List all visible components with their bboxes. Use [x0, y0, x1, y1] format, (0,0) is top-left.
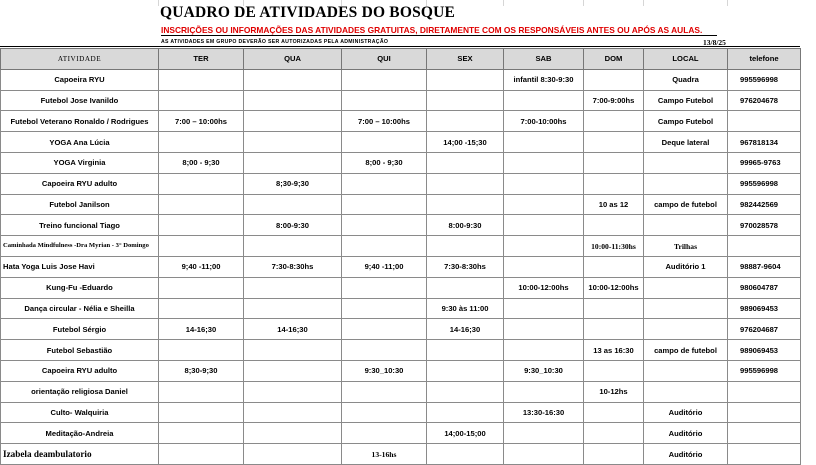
cell-qua[interactable]: 8;30-9;30 — [244, 173, 342, 194]
cell-qua[interactable] — [244, 69, 342, 90]
cell-sex[interactable] — [427, 152, 504, 173]
table-row — [1, 215, 801, 236]
cell-sex[interactable] — [427, 277, 504, 298]
cell-sex[interactable]: 14;00 -15;30 — [427, 132, 504, 153]
cell-dom[interactable] — [584, 256, 644, 277]
cell-local[interactable] — [644, 173, 728, 194]
cell-qua[interactable] — [244, 111, 342, 132]
info-underline — [161, 35, 717, 36]
cell-telefone[interactable] — [728, 402, 801, 423]
cell-qua[interactable] — [244, 152, 342, 173]
cell-sab[interactable] — [504, 256, 584, 277]
table-row — [1, 319, 801, 340]
cell-sab[interactable]: 10:00-12:00hs — [504, 277, 584, 298]
table-row — [1, 340, 801, 361]
cell-sab[interactable]: infantil 8:30-9:30 — [504, 69, 584, 90]
table-row — [1, 90, 801, 111]
cell-sex[interactable] — [427, 69, 504, 90]
activity-cell[interactable]: Culto- Walquiria — [1, 402, 159, 423]
cell-telefone[interactable]: 995596998 — [728, 173, 801, 194]
cell-ter[interactable] — [159, 236, 244, 257]
cell-dom[interactable] — [584, 173, 644, 194]
cell-ter[interactable] — [159, 132, 244, 153]
cell-sab[interactable] — [504, 173, 584, 194]
cell-sab[interactable] — [504, 444, 584, 465]
cell-sab[interactable] — [504, 152, 584, 173]
cell-qua[interactable] — [244, 381, 342, 402]
cell-telefone[interactable]: 989069453 — [728, 340, 801, 361]
cell-sab[interactable] — [504, 423, 584, 444]
cell-telefone[interactable] — [728, 236, 801, 257]
column-header[interactable]: telefone — [728, 49, 801, 70]
cell-qua[interactable] — [244, 90, 342, 111]
cell-sab[interactable] — [504, 381, 584, 402]
cell-sex[interactable] — [427, 194, 504, 215]
cell-ter[interactable]: 8;30-9;30 — [159, 360, 244, 381]
activity-cell[interactable]: Futebol Janilson — [1, 194, 159, 215]
page-title: QUADRO DE ATIVIDADES DO BOSQUE — [160, 4, 456, 21]
cell-local[interactable]: campo de futebol — [644, 340, 728, 361]
column-header[interactable]: DOM — [584, 49, 644, 70]
cell-qui[interactable] — [342, 90, 427, 111]
table-row — [1, 111, 801, 132]
cell-dom[interactable]: 10 as 12 — [584, 194, 644, 215]
cell-local[interactable]: Auditório — [644, 402, 728, 423]
grid-line — [503, 0, 504, 6]
cell-ter[interactable] — [159, 194, 244, 215]
table-row — [1, 423, 801, 444]
activity-cell[interactable]: Futebol Sebastião — [1, 340, 159, 361]
schedule-table — [0, 48, 801, 465]
cell-sex[interactable] — [427, 402, 504, 423]
cell-dom[interactable] — [584, 423, 644, 444]
table-row — [1, 360, 801, 381]
activity-cell[interactable]: Capoeira RYU adulto — [1, 173, 159, 194]
column-header[interactable]: QUA — [244, 49, 342, 70]
cell-sex[interactable] — [427, 90, 504, 111]
cell-ter[interactable] — [159, 90, 244, 111]
cell-qui[interactable]: 9:30_10:30 — [342, 360, 427, 381]
cell-dom[interactable] — [584, 111, 644, 132]
cell-qui[interactable]: 9;40 -11;00 — [342, 256, 427, 277]
cell-sex[interactable] — [427, 381, 504, 402]
cell-qui[interactable] — [342, 132, 427, 153]
activity-cell[interactable]: YOGA Virginia — [1, 152, 159, 173]
cell-sex[interactable]: 8:00-9:30 — [427, 215, 504, 236]
cell-telefone[interactable]: 980604787 — [728, 277, 801, 298]
cell-dom[interactable]: 7:00-9:00hs — [584, 90, 644, 111]
cell-sab[interactable] — [504, 132, 584, 153]
cell-telefone[interactable]: 976204687 — [728, 319, 801, 340]
cell-qui[interactable] — [342, 173, 427, 194]
cell-dom[interactable]: 10:00-11:30hs — [584, 236, 644, 257]
cell-sab[interactable] — [504, 194, 584, 215]
activity-cell[interactable]: Futebol Sérgio — [1, 319, 159, 340]
info-banner: INSCRIÇÕES OU INFORMAÇÕES DAS ATIVIDADES GRATUITAS, DIRETAMENTE COM OS RESPONSÁVEIS ANTES OU APÓS AS AULAS. — [161, 25, 703, 35]
table-row — [1, 69, 801, 90]
cell-qui[interactable] — [342, 423, 427, 444]
cell-dom[interactable] — [584, 298, 644, 319]
cell-sab[interactable] — [504, 298, 584, 319]
cell-sex[interactable]: 7:30-8:30hs — [427, 256, 504, 277]
cell-sex[interactable] — [427, 444, 504, 465]
cell-telefone[interactable]: 995596998 — [728, 69, 801, 90]
cell-sab[interactable] — [504, 319, 584, 340]
grid-line — [727, 0, 728, 6]
cell-local[interactable] — [644, 360, 728, 381]
cell-qui[interactable]: 7:00 – 10:00hs — [342, 111, 427, 132]
cell-telefone[interactable]: 995596998 — [728, 360, 801, 381]
cell-qui[interactable] — [342, 69, 427, 90]
cell-qua[interactable] — [244, 132, 342, 153]
table-row — [1, 298, 801, 319]
cell-telefone[interactable] — [728, 381, 801, 402]
table-row — [1, 444, 801, 465]
activity-cell[interactable]: Meditação-Andreia — [1, 423, 159, 444]
column-header[interactable]: ATIVIDADE — [1, 49, 159, 70]
header-divider — [0, 46, 800, 47]
table-row — [1, 152, 801, 173]
cell-local[interactable]: Auditório — [644, 444, 728, 465]
cell-ter[interactable] — [159, 402, 244, 423]
cell-sex[interactable]: 9:30 às 11:00 — [427, 298, 504, 319]
cell-dom[interactable]: 10-12hs — [584, 381, 644, 402]
cell-local[interactable] — [644, 319, 728, 340]
cell-sab[interactable] — [504, 236, 584, 257]
activity-cell[interactable]: Hata Yoga Luis Jose Havi — [1, 256, 159, 277]
cell-qui[interactable] — [342, 319, 427, 340]
activity-cell[interactable]: Futebol Veterano Ronaldo / Rodrigues — [1, 111, 159, 132]
cell-ter[interactable]: 14-16;30 — [159, 319, 244, 340]
cell-telefone[interactable]: 970028578 — [728, 215, 801, 236]
table-row — [1, 194, 801, 215]
cell-sab[interactable] — [504, 90, 584, 111]
grid-line — [158, 0, 159, 6]
cell-sex[interactable] — [427, 360, 504, 381]
cell-telefone[interactable]: 98887-9604 — [728, 256, 801, 277]
cell-qui[interactable] — [342, 402, 427, 423]
cell-telefone[interactable] — [728, 423, 801, 444]
cell-dom[interactable] — [584, 402, 644, 423]
column-header[interactable]: QUI — [342, 49, 427, 70]
activity-cell[interactable]: Capoeira RYU — [1, 69, 159, 90]
cell-local[interactable]: Campo Futebol — [644, 111, 728, 132]
cell-sex[interactable]: 14;00-15;00 — [427, 423, 504, 444]
cell-sex[interactable] — [427, 340, 504, 361]
cell-sex[interactable] — [427, 236, 504, 257]
cell-ter[interactable] — [159, 277, 244, 298]
cell-local[interactable] — [644, 381, 728, 402]
activity-cell[interactable]: YOGA Ana Lúcia — [1, 132, 159, 153]
table-header-row — [1, 49, 801, 70]
column-header[interactable]: SAB — [504, 49, 584, 70]
cell-local[interactable]: Quadra — [644, 69, 728, 90]
cell-qua[interactable] — [244, 194, 342, 215]
cell-sex[interactable]: 14-16;30 — [427, 319, 504, 340]
cell-local[interactable]: Auditório 1 — [644, 256, 728, 277]
table-row — [1, 173, 801, 194]
date-label: 13/8/25 — [703, 38, 726, 47]
cell-ter[interactable] — [159, 381, 244, 402]
table-row — [1, 236, 801, 257]
cell-qui[interactable] — [342, 277, 427, 298]
cell-qua[interactable]: 8:00-9:30 — [244, 215, 342, 236]
cell-ter[interactable] — [159, 173, 244, 194]
cell-dom[interactable] — [584, 69, 644, 90]
cell-qua[interactable] — [244, 236, 342, 257]
cell-dom[interactable] — [584, 215, 644, 236]
activity-cell[interactable]: Caminhada Mindfulness -Dra Myrian - 3° Domingo — [1, 236, 159, 257]
cell-sab[interactable]: 7:00-10:00hs — [504, 111, 584, 132]
cell-qui[interactable] — [342, 194, 427, 215]
cell-qui[interactable]: 8;00 - 9;30 — [342, 152, 427, 173]
cell-qua[interactable] — [244, 402, 342, 423]
cell-telefone[interactable]: 99965-9763 — [728, 152, 801, 173]
cell-ter[interactable] — [159, 69, 244, 90]
cell-qua[interactable] — [244, 298, 342, 319]
cell-local[interactable] — [644, 298, 728, 319]
cell-dom[interactable] — [584, 319, 644, 340]
cell-local[interactable] — [644, 277, 728, 298]
table-row — [1, 132, 801, 153]
cell-dom[interactable]: 13 as 16:30 — [584, 340, 644, 361]
cell-telefone[interactable] — [728, 444, 801, 465]
cell-sab[interactable]: 13:30-16:30 — [504, 402, 584, 423]
grid-line — [643, 0, 644, 6]
cell-qui[interactable] — [342, 215, 427, 236]
cell-ter[interactable]: 7:00 – 10:00hs — [159, 111, 244, 132]
cell-local[interactable] — [644, 152, 728, 173]
cell-telefone[interactable] — [728, 111, 801, 132]
activity-cell[interactable]: Capoeira RYU adulto — [1, 360, 159, 381]
column-header[interactable]: LOCAL — [644, 49, 728, 70]
cell-dom[interactable]: 10:00-12:00hs — [584, 277, 644, 298]
cell-local[interactable] — [644, 215, 728, 236]
cell-sex[interactable] — [427, 111, 504, 132]
cell-ter[interactable] — [159, 444, 244, 465]
cell-telefone[interactable]: 982442569 — [728, 194, 801, 215]
cell-qui[interactable] — [342, 340, 427, 361]
cell-qui[interactable] — [342, 236, 427, 257]
cell-qua[interactable]: 7:30-8:30hs — [244, 256, 342, 277]
cell-dom[interactable] — [584, 360, 644, 381]
cell-ter[interactable]: 8;00 - 9;30 — [159, 152, 244, 173]
activity-cell[interactable]: Treino funcional Tiago — [1, 215, 159, 236]
cell-qua[interactable] — [244, 277, 342, 298]
table-row — [1, 381, 801, 402]
activity-cell[interactable]: Izabela deambulatorio — [1, 444, 159, 465]
cell-sab[interactable] — [504, 340, 584, 361]
cell-local[interactable]: campo de futebol — [644, 194, 728, 215]
cell-qua[interactable] — [244, 360, 342, 381]
column-header[interactable]: SEX — [427, 49, 504, 70]
cell-local[interactable]: Auditório — [644, 423, 728, 444]
cell-dom[interactable] — [584, 132, 644, 153]
cell-qua[interactable] — [244, 340, 342, 361]
cell-qui[interactable] — [342, 298, 427, 319]
admin-note: AS ATIVIDADES EM GRUPO DEVERÃO SER AUTORIZADAS PELA ADMINISTRAÇÃO — [161, 39, 389, 45]
cell-ter[interactable] — [159, 423, 244, 444]
cell-telefone[interactable]: 976204678 — [728, 90, 801, 111]
cell-ter[interactable] — [159, 215, 244, 236]
cell-dom[interactable] — [584, 152, 644, 173]
grid-line — [583, 0, 584, 6]
table-row — [1, 402, 801, 423]
cell-local[interactable]: Trilhas — [644, 236, 728, 257]
table-row — [1, 256, 801, 277]
cell-sex[interactable] — [427, 173, 504, 194]
cell-ter[interactable]: 9;40 -11;00 — [159, 256, 244, 277]
cell-qua[interactable] — [244, 423, 342, 444]
cell-qua[interactable] — [244, 444, 342, 465]
cell-ter[interactable] — [159, 340, 244, 361]
cell-telefone[interactable]: 989069453 — [728, 298, 801, 319]
cell-sab[interactable]: 9:30_10:30 — [504, 360, 584, 381]
cell-telefone[interactable]: 967818134 — [728, 132, 801, 153]
cell-local[interactable]: Deque lateral — [644, 132, 728, 153]
activity-cell[interactable]: orientação religiosa Daniel — [1, 381, 159, 402]
activity-cell[interactable]: Kung-Fu -Eduardo — [1, 277, 159, 298]
table-row — [1, 277, 801, 298]
cell-dom[interactable] — [584, 444, 644, 465]
cell-qui[interactable]: 13-16hs — [342, 444, 427, 465]
cell-sab[interactable] — [504, 215, 584, 236]
activity-cell[interactable]: Dança circular - Nélia e Sheilla — [1, 298, 159, 319]
cell-qua[interactable]: 14-16;30 — [244, 319, 342, 340]
cell-ter[interactable] — [159, 298, 244, 319]
activity-cell[interactable]: Futebol Jose Ivanildo — [1, 90, 159, 111]
cell-qui[interactable] — [342, 381, 427, 402]
column-header[interactable]: TER — [159, 49, 244, 70]
cell-local[interactable]: Campo Futebol — [644, 90, 728, 111]
